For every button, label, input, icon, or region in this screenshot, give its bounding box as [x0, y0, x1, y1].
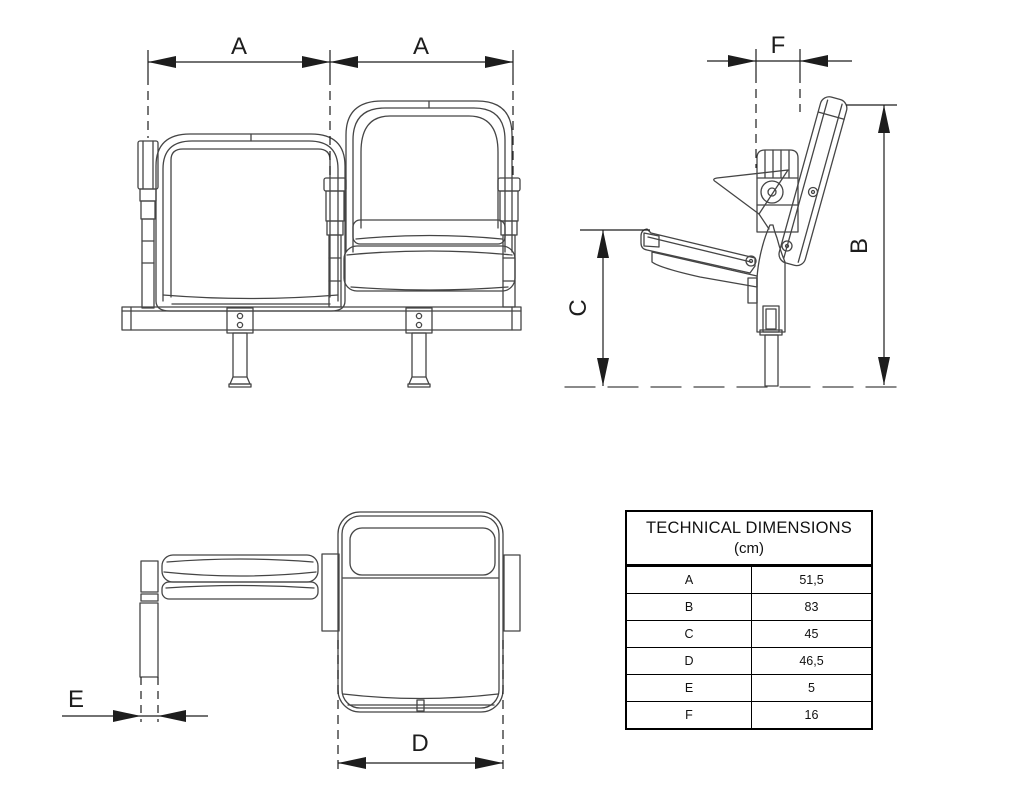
side-backrest: [777, 95, 849, 268]
table-row: [627, 647, 871, 674]
row-value: 45: [804, 627, 819, 641]
arrowhead-icon: [878, 105, 890, 133]
arrowhead-icon: [728, 55, 756, 67]
top-view-drawing: [140, 512, 520, 712]
side-armrest: [641, 229, 792, 287]
table-row: [627, 674, 871, 701]
front-right-seat-open: [344, 101, 515, 291]
row-label: F: [627, 702, 752, 728]
front-left-seat-folded: [156, 134, 345, 311]
row-value: 83: [804, 600, 819, 614]
top-folded-seat-strips: [162, 555, 318, 599]
front-middle-armrest: [324, 178, 346, 307]
arrowhead-icon: [302, 56, 330, 68]
top-right-armrest: [504, 555, 520, 631]
table-row: [627, 566, 871, 593]
front-beam-and-legs: [122, 307, 521, 387]
table-title: TECHNICAL DIMENSIONS: [646, 518, 852, 537]
front-left-armrest: [138, 141, 158, 308]
row-label: E: [627, 675, 752, 701]
dim-label-d: D: [411, 730, 429, 757]
arrowhead-icon: [878, 357, 890, 385]
table-row: [627, 620, 871, 647]
dimension-a: [148, 50, 513, 176]
dim-label-f: F: [770, 32, 786, 59]
row-label: D: [627, 648, 752, 674]
row-value: 51,5: [799, 573, 824, 587]
table-row: [627, 593, 871, 620]
front-view-drawing: [122, 101, 521, 387]
table-row: [627, 701, 871, 728]
dim-label-a-right: A: [412, 33, 430, 60]
arrowhead-icon: [597, 358, 609, 386]
top-middle-armrest: [322, 554, 339, 631]
row-value: 16: [804, 708, 819, 722]
row-label: C: [627, 621, 752, 647]
arrowhead-icon: [330, 56, 358, 68]
dim-label-e: E: [67, 686, 85, 713]
arrowhead-icon: [148, 56, 176, 68]
dim-label-a-left: A: [230, 33, 248, 60]
arrowhead-icon: [113, 710, 141, 722]
arrowhead-icon: [485, 56, 513, 68]
row-label: B: [627, 594, 752, 620]
top-open-seat: [338, 512, 503, 712]
side-pivot-bracket: [714, 170, 818, 229]
arrowhead-icon: [338, 757, 366, 769]
top-left-armrest: [140, 561, 158, 677]
table-unit: (cm): [734, 540, 764, 557]
dim-label-c: C: [565, 299, 592, 317]
arrowhead-icon: [597, 230, 609, 258]
table-header: [627, 512, 871, 566]
arrowhead-icon: [158, 710, 186, 722]
technical-dimensions-table: [625, 510, 873, 730]
row-label: A: [627, 567, 752, 593]
row-value: 46,5: [799, 654, 824, 668]
dim-label-b: B: [846, 237, 873, 255]
arrowhead-icon: [475, 757, 503, 769]
row-value: 5: [808, 681, 815, 695]
arrowhead-icon: [800, 55, 828, 67]
